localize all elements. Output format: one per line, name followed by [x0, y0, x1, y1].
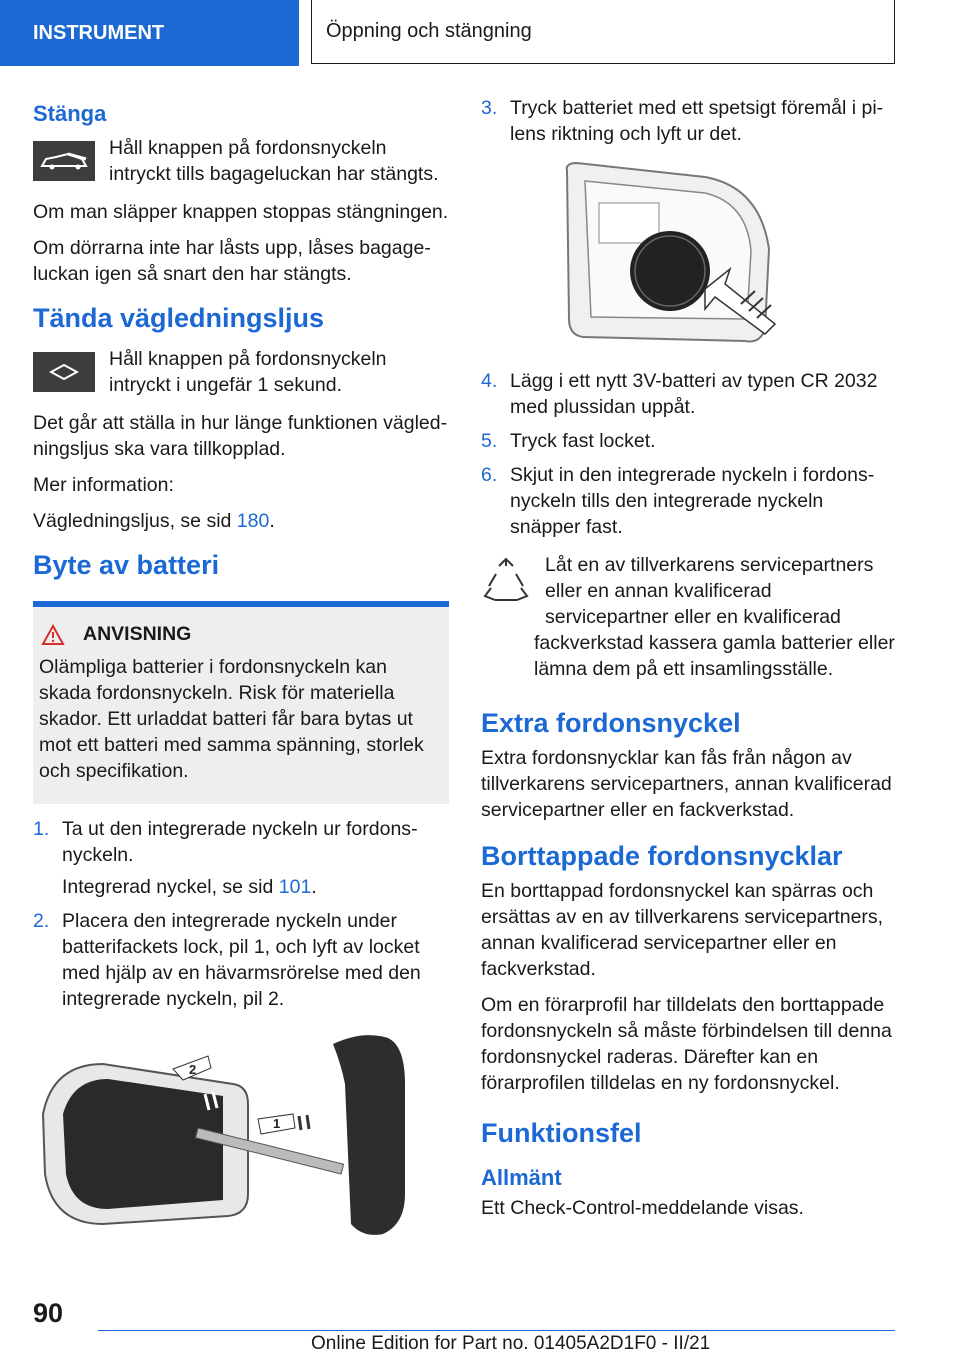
left-column: [33, 95, 449, 1263]
footer-edition: Online Edition for Part no. 01405A2D1F0 - II/21: [311, 1333, 711, 1354]
battery-steps-left: [33, 816, 449, 1012]
heading-byte: Byte av batteri: [33, 550, 220, 580]
tanda-reference-text: Vägledningsljus, se sid: [33, 510, 237, 532]
notice-text: Olämpliga batterier i fordonsnyckeln kan skada fordonsnyckeln. Risk för materiella skador. Ett urladdat batteri får bara bytas ut mot ett batteri med samma spänning, storlek och specifikation.: [39, 656, 424, 782]
header-section: [0, 0, 299, 66]
list-item: [481, 368, 897, 420]
battery-steps-right: [481, 95, 897, 147]
list-item: [33, 816, 449, 900]
heading-stanga: Stänga: [33, 101, 107, 126]
car-trunk-icon: [33, 141, 95, 181]
stanga-paragraph-1: Om man släpper knappen stoppas stängningen.: [33, 201, 449, 223]
footer-divider: [98, 1330, 895, 1331]
extra-text: Extra fordonsnycklar kan fås från någon av tillverkarens servicepartners, annan kvalificerad servicepartner eller en fackverkstad.: [481, 747, 892, 821]
header-chapter-label: Öppning och stängning: [326, 20, 532, 42]
heading-borttappade: Borttappade fordonsnycklar: [481, 841, 843, 871]
battery-removal-illustration: [555, 159, 897, 354]
battery-steps-right-continued: [481, 368, 897, 540]
heading-funktionsfel: Funktionsfel: [481, 1118, 642, 1148]
tanda-icon-text: Håll knappen på fordonsnyckeln intryckt i ungefär 1 sekund.: [109, 348, 387, 396]
heading-extra: Extra fordonsnyckel: [481, 708, 741, 738]
borttappade-paragraph-2: Om en förarprofil har tilldelats den borttappade fordonsnyckeln så måste förbindelsen till denna fordonsnyckel raderas. Därefter kan en förarprofilen tilldelas en ny fordonsnyckel.: [481, 994, 892, 1094]
step-text: Tryck fast locket.: [510, 430, 656, 452]
list-item: [481, 95, 897, 147]
stanga-paragraph-2: Om dörrarna inte har låsts upp, låses bagageluckan igen så snart den har stängts.: [33, 237, 431, 285]
step-text: Lägg i ett nytt 3V-batteri av typen CR 2032 med plussidan uppåt.: [510, 370, 878, 418]
notice-header: [39, 623, 435, 646]
step-text: Tryck batteriet med ett spetsigt föremål i pilens riktning och lyft ur det.: [510, 97, 884, 145]
heading-tanda: Tända vägledningsljus: [33, 303, 325, 333]
page-link-180[interactable]: 180: [236, 510, 270, 532]
step-reference-text: Integrerad nyckel, se sid: [62, 876, 279, 898]
funktionsfel-text: Ett Check-Control-meddelande visas.: [481, 1197, 804, 1219]
step-number: 5.: [481, 430, 498, 452]
recycle-note: [481, 552, 897, 682]
notice-title: ANVISNING: [83, 623, 192, 645]
warning-triangle-icon: [41, 624, 65, 646]
step-number: 3.: [481, 97, 498, 119]
svg-text:1: 1: [273, 1116, 281, 1131]
list-item: [481, 428, 897, 454]
recycle-text: Låt en av tillverkarens servicepartners eller en annan kvalificerad servicepartner eller en kvalificerad fackverkstad kassera gamla batterier eller lämna dem på ett insamlingsställe.: [534, 554, 895, 680]
guide-light-icon: [33, 352, 95, 392]
right-column: [481, 95, 897, 1231]
step-text: Placera den integrerade nyckeln under batterifackets lock, pil 1, och lyft av locket med hjälp av en hävarmsrörelse med den integrerade nyckeln, pil 2.: [62, 910, 421, 1010]
header-section-label: INSTRUMENT: [33, 21, 165, 44]
list-item: [481, 462, 897, 540]
step-text: Skjut in den integrerade nyckeln i fordonsnyckeln tills den integrerade nyckeln snäpper fast.: [510, 464, 875, 538]
notice-box: [33, 607, 449, 804]
step-text: Ta ut den integrerade nyckeln ur fordonsnyckeln.: [62, 818, 418, 866]
step-reference: [62, 874, 449, 900]
tanda-reference-end: .: [269, 510, 275, 532]
borttappade-paragraph-1: En borttappad fordonsnyckel kan spärras och ersättas av en av tillverkarens servicepartners, annan kvalificerad servicepartner eller en fackverkstad.: [481, 880, 884, 980]
page-number: 90: [33, 1298, 64, 1328]
step-number: 2.: [33, 910, 50, 932]
page-link-101[interactable]: 101: [278, 876, 312, 898]
heading-allmant: Allmänt: [481, 1165, 562, 1190]
stanga-instruction: [33, 135, 449, 187]
tanda-paragraph-2: Mer information:: [33, 474, 174, 496]
svg-text:2: 2: [189, 1062, 197, 1077]
key-fob-open-illustration: [33, 1024, 449, 1249]
header-chapter: [311, 0, 895, 64]
tanda-instruction: [33, 346, 449, 398]
step-reference-end: .: [311, 876, 317, 898]
stanga-icon-text: Håll knappen på fordonsnyckeln intryckt tills bagageluckan har stängts.: [109, 137, 439, 185]
list-item: [33, 908, 449, 1012]
recycle-icon: [481, 556, 531, 606]
step-number: 6.: [481, 464, 498, 486]
step-number: 4.: [481, 370, 498, 392]
tanda-reference: [33, 508, 449, 534]
tanda-paragraph-1: Det går att ställa in hur länge funktionen vägledningsljus ska vara tillkopplad.: [33, 412, 448, 460]
step-number: 1.: [33, 818, 50, 840]
